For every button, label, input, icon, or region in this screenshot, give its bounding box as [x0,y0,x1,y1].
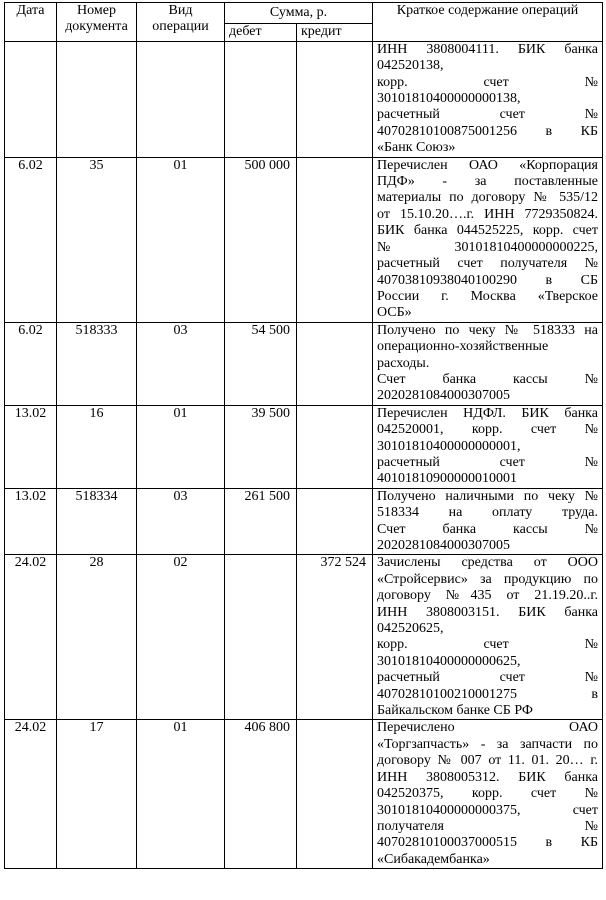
description-line: материалы по договору № 535/12 [377,190,598,206]
description-line: Получено по чеку № 518333 на [377,322,598,338]
row-date: 13.02 [5,405,57,488]
row-description [373,322,603,405]
row-date [5,41,57,157]
header-debit: дебет [225,24,297,41]
header-date: Дата [5,3,57,42]
description-line: № 30101810400000000225, [377,239,598,255]
row-description [373,555,603,720]
description-line: БИК банка 044525225, корр. счет [377,223,598,239]
description-line: 042520001, корр. счет № [377,422,598,438]
description-line: 30101810400000000625, [377,653,521,669]
description-line: Перечислено ОАО [377,720,598,736]
row-debit: 39 500 [225,405,297,488]
operations-table [4,2,603,869]
row-debit: 406 800 [225,720,297,869]
row-credit [297,41,373,157]
description-line: Перечислен ОАО «Корпорация [377,157,598,173]
description-line: «Сибакадембанка» [377,851,490,867]
header-row [5,3,603,24]
row-op-type: 02 [137,555,225,720]
row-op-type [137,41,225,157]
description-line: ИНН 3808003151. БИК банка [377,604,598,620]
row-description [373,720,603,869]
description-line: 518334 на оплату труда. [377,505,598,521]
row-doc-number: 16 [57,405,137,488]
description-line: расчетный счет № [377,107,598,123]
row-date: 13.02 [5,488,57,555]
description-line: ИНН 3808004111. БИК банка [377,41,598,57]
description-line: корр. счет № [377,74,598,90]
row-description [373,405,603,488]
row-date: 6.02 [5,157,57,322]
description-line: Счет банка кассы № [377,371,598,387]
row-credit [297,157,373,322]
description-line: 40702810100875001256 в КБ [377,123,598,139]
row-credit [297,720,373,869]
table-row [5,720,603,869]
operations-body [5,41,603,868]
table-row [5,405,603,488]
row-doc-number: 518334 [57,488,137,555]
row-doc-number: 28 [57,555,137,720]
description-line: 042520138, [377,58,444,74]
description-line: 40101810900000010001 [377,471,517,487]
description-line: от 15.10.20….г. ИНН 7729350824. [377,206,598,222]
description-line: 20202810840003070​05 [377,388,510,404]
header-credit: кредит [297,24,373,41]
description-line: корр. счет № [377,637,598,653]
document-page [4,2,602,869]
description-line: 40702810100210001275 в [377,686,598,702]
row-credit [297,405,373,488]
description-line: Получено наличными по чеку № [377,488,598,504]
description-line: расчетный счет получателя № [377,256,598,272]
description-line: 20202810840003070​05 [377,538,510,553]
row-date: 24.02 [5,720,57,869]
description-line: операционно-хозяйственные [377,339,549,355]
row-doc-number [57,41,137,157]
row-date: 6.02 [5,322,57,405]
description-line: Счет банка кассы № [377,521,598,537]
row-op-type: 01 [137,405,225,488]
description-line: Зачислены средства от ООО [377,555,598,571]
description-line: расчетный счет № [377,454,598,470]
description-line: 40702810100037000515 в КБ [377,835,598,851]
description-line: договору №435 от 21.19.20..г. [377,588,598,604]
row-debit: 500 000 [225,157,297,322]
description-line: 30101810400000000001, [377,438,521,454]
description-line: 042520625, [377,621,444,637]
description-line: Байкальском банке СБ РФ [377,703,533,719]
row-description [373,488,603,555]
table-row [5,157,603,322]
row-doc-number: 35 [57,157,137,322]
description-line: расходы. [377,355,430,371]
row-doc-number: 17 [57,720,137,869]
row-debit [225,555,297,720]
description-line: 40703810938040100290 в СБ [377,272,598,288]
description-line: Перечислен НДФЛ. БИК банка [377,405,598,421]
description-line: ОСБ» [377,305,412,321]
row-debit: 261 500 [225,488,297,555]
description-line: расчетный счет № [377,670,598,686]
table-row [5,322,603,405]
table-row [5,555,603,720]
table-row [5,41,603,157]
row-credit: 372 524 [297,555,373,720]
row-credit [297,322,373,405]
description-line: «Стройсервис» за продукцию по [377,571,598,587]
row-op-type: 03 [137,488,225,555]
row-doc-number: 518333 [57,322,137,405]
header-op-type: Вид операции [137,3,225,42]
row-op-type: 01 [137,157,225,322]
description-line: ИНН 3808005312. БИК банка [377,769,598,785]
description-line: 042520375, корр. счет № [377,786,598,802]
row-credit [297,488,373,555]
description-line: договору № 007 от 11. 01. 20… г. [377,753,598,769]
table-row [5,488,603,555]
row-op-type: 01 [137,720,225,869]
row-description [373,157,603,322]
row-debit [225,41,297,157]
header-doc-number: Номер документа [57,3,137,42]
description-line: ПДФ» - за поставленные [377,174,598,190]
description-line: 30101810400000000138, [377,91,521,107]
row-op-type: 03 [137,322,225,405]
description-line: 30101810400000000375, счет [377,802,598,818]
description-line: получателя № [377,818,598,834]
row-description [373,41,603,157]
description-line: России г. Москва «Тверское [377,288,598,304]
row-debit: 54 500 [225,322,297,405]
description-line: «Торгзапчасть» - за запчасти по [377,736,598,752]
row-date: 24.02 [5,555,57,720]
description-line: «Банк Союз» [377,140,456,156]
header-description: Краткое содержание операций [373,3,603,42]
header-amount: Сумма, р. [225,3,373,24]
